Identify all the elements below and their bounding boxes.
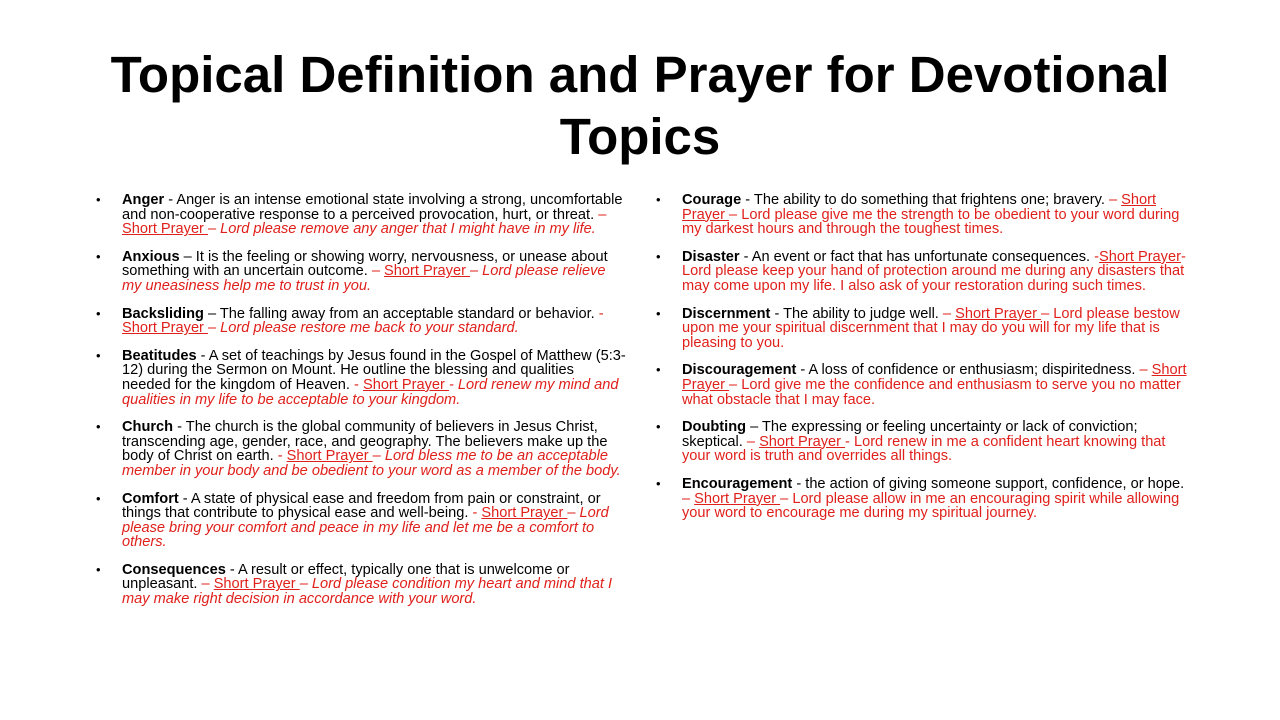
prayer-text: – Lord please bestow upon me your spiritual discernment that I may do you will for my life that is pleasing to you. (682, 305, 1180, 351)
topic-item-consequences (96, 563, 626, 607)
prayer-dash: – (682, 490, 695, 507)
bullet-icon: • (656, 475, 661, 491)
topic-definition: - A set of teachings by Jesus found in the Gospel of Matthew (5:3-12) during the Sermon on Mount. He outline the blessing and qualities needed for the kingdom of Heaven. (122, 347, 626, 393)
prayer-dash: – (1139, 362, 1152, 379)
prayer-text: – Lord give me the confidence and enthusiasm to serve you no matter what obstacle that I may face. (682, 376, 1181, 408)
short-prayer-link[interactable]: Short Prayer (122, 320, 208, 337)
prayer-dash: - (472, 505, 482, 522)
bullet-icon: • (656, 419, 661, 435)
topic-term: Consequences (122, 561, 226, 578)
short-prayer-link[interactable]: Short Prayer (286, 448, 373, 465)
short-prayer-link[interactable]: Short Prayer (1099, 248, 1181, 265)
topic-definition: - A result or effect, typically one that is unwelcome or unpleasant. (122, 561, 570, 593)
short-prayer-link[interactable]: Short Prayer (955, 305, 1042, 322)
topic-definition: - The ability to do something that frightens one; bravery. (741, 192, 1109, 208)
topic-item-anger (96, 193, 626, 237)
bullet-icon: • (96, 347, 101, 363)
short-prayer-link[interactable]: Short Prayer (481, 505, 568, 522)
topic-definition: - A loss of confidence or enthusiasm; dispiritedness. (796, 362, 1140, 379)
topic-item-comfort (96, 492, 626, 550)
prayer-text: - Lord please keep your hand of protection around me during any disasters that may come upon my life. I also ask of your restoration during such times. (682, 248, 1186, 294)
topic-term: Anger (122, 192, 165, 208)
short-prayer-link[interactable]: Short Prayer (682, 192, 1157, 223)
topic-definition: - The ability to judge well. (770, 305, 943, 322)
bullet-icon: • (656, 362, 661, 378)
prayer-text: – Lord please restore me back to your standard. (207, 320, 519, 337)
topic-definition: - the action of giving someone support, confidence, or hope. (792, 475, 1185, 492)
prayer-dash: – (942, 305, 956, 322)
short-prayer-link[interactable]: Short Prayer (694, 490, 781, 507)
page-title: Topical Definition and Prayer for Devotional Topics (110, 46, 1170, 165)
topic-definition: – The expressing or feeling uncertainty or lack of conviction; skeptical. (682, 419, 1138, 450)
topic-term: Beatitudes (122, 347, 197, 364)
topic-term: Anxious (122, 248, 180, 265)
short-prayer-link[interactable]: Short Prayer (384, 263, 471, 280)
topic-term: Discouragement (682, 362, 797, 379)
topic-term: Courage (682, 192, 742, 208)
topic-item-encouragement (656, 477, 1190, 521)
bullet-icon: • (96, 419, 101, 435)
bullet-icon: • (656, 305, 661, 321)
prayer-dash: - (354, 376, 363, 393)
right-topic-list (656, 193, 1190, 534)
prayer-text: - Lord renew my mind and qualities in my life to be acceptable to your kingdom. (122, 376, 619, 408)
topic-item-courage (656, 193, 1190, 237)
topic-definition: - Anger is an intense emotional state involving a strong, uncomfortable and non-cooperative response to a perceived provocation, hurt, or threat. (122, 192, 623, 223)
prayer-text: – Lord please allow in me an encouraging spirit while allowing your word to encourage me during my spiritual journey. (682, 490, 1180, 522)
prayer-text: – Lord please bring your comfort and peace in my life and let me be a comfort to others. (122, 505, 609, 551)
bullet-icon: • (656, 248, 661, 264)
prayer-text: – Lord please condition my heart and mind that I may make right decision in accordance with your word. (122, 576, 613, 608)
topic-item-backsliding (96, 307, 626, 336)
topic-item-doubting (656, 420, 1190, 464)
topic-item-church (96, 420, 626, 478)
short-prayer-link[interactable]: Short Prayer (682, 362, 1187, 393)
topic-item-anxious (96, 250, 626, 294)
topic-item-discernment (656, 307, 1190, 351)
prayer-text: – Lord please remove any anger that I might have in my life. (207, 221, 596, 238)
bullet-icon: • (96, 192, 101, 207)
bullet-icon: • (96, 561, 101, 577)
topic-term: Disaster (682, 248, 740, 265)
short-prayer-link[interactable]: Short Prayer (122, 221, 208, 238)
left-topic-list (96, 193, 626, 620)
topic-definition: – It is the feeling or showing worry, nervousness, or unease about something with an uncertain outcome. (122, 248, 608, 280)
bullet-icon: • (96, 305, 101, 321)
short-prayer-link[interactable]: Short Prayer (362, 376, 449, 393)
short-prayer-link[interactable]: Short Prayer (213, 576, 300, 593)
topic-term: Encouragement (682, 475, 793, 492)
prayer-dash: – (1108, 192, 1122, 208)
bullet-icon: • (96, 490, 101, 506)
prayer-dash: - (277, 448, 287, 465)
bullet-icon: • (656, 192, 661, 207)
topic-term: Church (122, 419, 174, 436)
topic-definition: - An event or fact that has unfortunate consequences. (739, 248, 1095, 265)
topic-definition: - The church is the global community of believers in Jesus Christ, transcending age, gender, race, and geography. The believers make up the body of Christ on earth. (122, 419, 608, 465)
short-prayer-link[interactable]: Short Prayer (759, 433, 846, 450)
topic-definition: – The falling away from an acceptable standard or behavior. (203, 305, 599, 322)
prayer-dash: – (371, 263, 385, 280)
prayer-text: – Lord please relieve my uneasiness help me to trust in you. (122, 263, 606, 294)
prayer-dash: – (746, 433, 760, 450)
topic-term: Doubting (682, 419, 747, 436)
topic-term: Comfort (122, 490, 179, 507)
prayer-dash: - (598, 305, 604, 322)
topic-item-discouragement (656, 363, 1190, 407)
prayer-text: – Lord bless me to be an acceptable member in your body and be obedient to your word as a member of the body. (122, 448, 621, 479)
topic-item-disaster (656, 250, 1190, 294)
topic-term: Discernment (682, 305, 771, 322)
prayer-text: – Lord please give me the strength to be obedient to your word during my darkest hours and through the toughest times. (682, 206, 1180, 238)
prayer-dash: - (1094, 248, 1100, 265)
prayer-dash: – (598, 206, 607, 223)
prayer-dash: – (201, 576, 214, 593)
bullet-icon: • (96, 248, 101, 264)
topic-item-beatitudes (96, 349, 626, 407)
topic-term: Backsliding (122, 305, 204, 322)
prayer-text: - Lord renew in me a confident heart knowing that your word is truth and overrides all things. (682, 433, 1166, 465)
topic-definition: - A state of physical ease and freedom from pain or constraint, or things that contribute to physical ease and well-being. (122, 490, 601, 522)
